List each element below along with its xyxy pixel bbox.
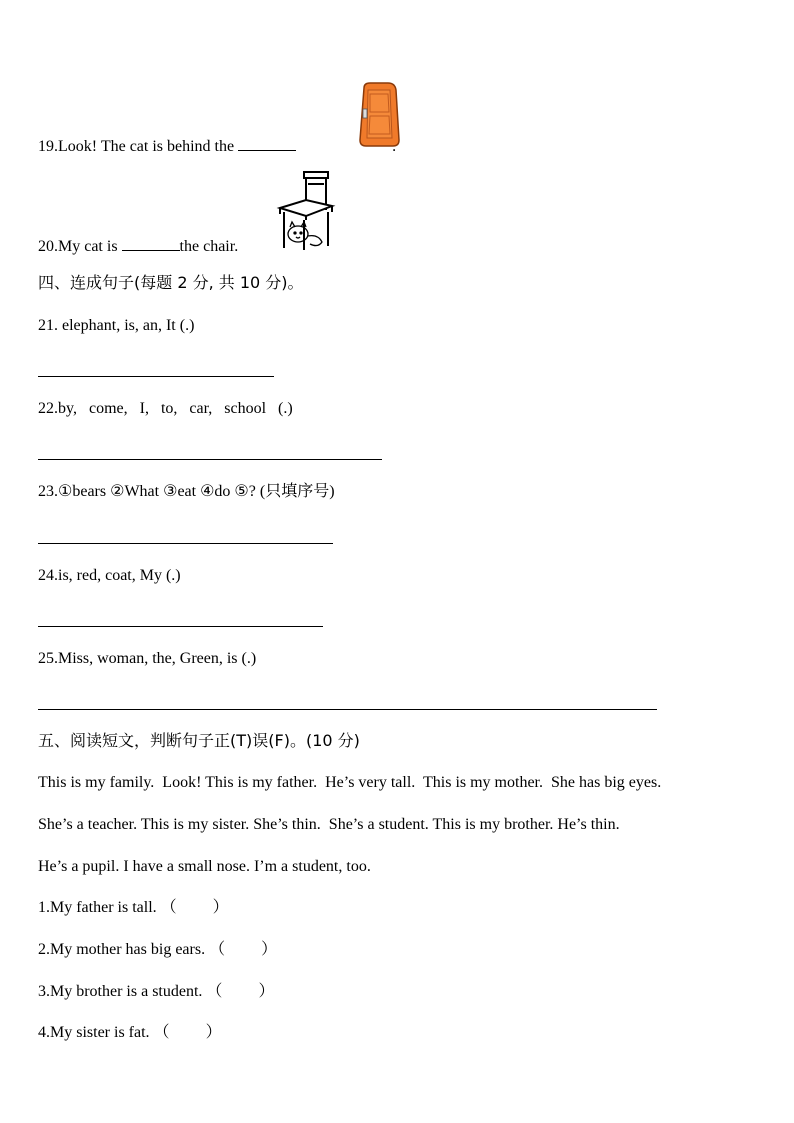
- question-21: 21. elephant, is, an, It (.): [38, 317, 195, 334]
- judge-question-2: 2.My mother has big ears. （ ）: [38, 940, 287, 960]
- judge-question-1: 1.My father is tall. （ ）: [38, 898, 239, 918]
- answer-bracket[interactable]: （ ）: [206, 983, 275, 1000]
- question-22: 22.by, come, I, to, car, school (.): [38, 400, 293, 417]
- question-23: 23.①bears ②What ③eat ④do ⑤? (只填序号): [38, 483, 335, 500]
- passage-line: This is my family. Look! This is my father. He’s very tall. This is my mother. She has big eyes.: [38, 774, 662, 791]
- passage-line: He’s a pupil. I have a small nose. I’m a student, too.: [38, 858, 371, 875]
- answer-bracket[interactable]: （ ）: [160, 899, 229, 916]
- answer-line[interactable]: [38, 626, 323, 627]
- question-20: 20.My cat is the chair.: [38, 238, 239, 255]
- answer-line[interactable]: [38, 459, 382, 460]
- answer-bracket[interactable]: （ ）: [153, 1024, 222, 1041]
- question-25: 25.Miss, woman, the, Green, is (.): [38, 650, 257, 667]
- answer-blank[interactable]: [238, 136, 296, 151]
- answer-line[interactable]: [38, 376, 274, 377]
- answer-blank[interactable]: [122, 236, 180, 251]
- answer-line[interactable]: [38, 709, 657, 710]
- judge-question-3: 3.My brother is a student. （ ）: [38, 982, 284, 1002]
- chair-with-cat-icon: [276, 170, 336, 252]
- section-4-title: 四、连成句子(每题 2 分, 共 10 分)。: [38, 273, 304, 292]
- question-19: 19.Look! The cat is behind the .: [38, 138, 397, 155]
- answer-line[interactable]: [38, 543, 333, 544]
- section-5-title: 五、阅读短文，判断句子正(T)误(F)。(10 分): [38, 731, 360, 750]
- passage-line: She’s a teacher. This is my sister. She’s thin. She’s a student. This is my brother. He’s thin.: [38, 816, 620, 833]
- answer-bracket[interactable]: （ ）: [209, 941, 278, 958]
- judge-question-4: 4.My sister is fat. （ ）: [38, 1023, 232, 1043]
- question-24: 24.is, red, coat, My (.): [38, 567, 181, 584]
